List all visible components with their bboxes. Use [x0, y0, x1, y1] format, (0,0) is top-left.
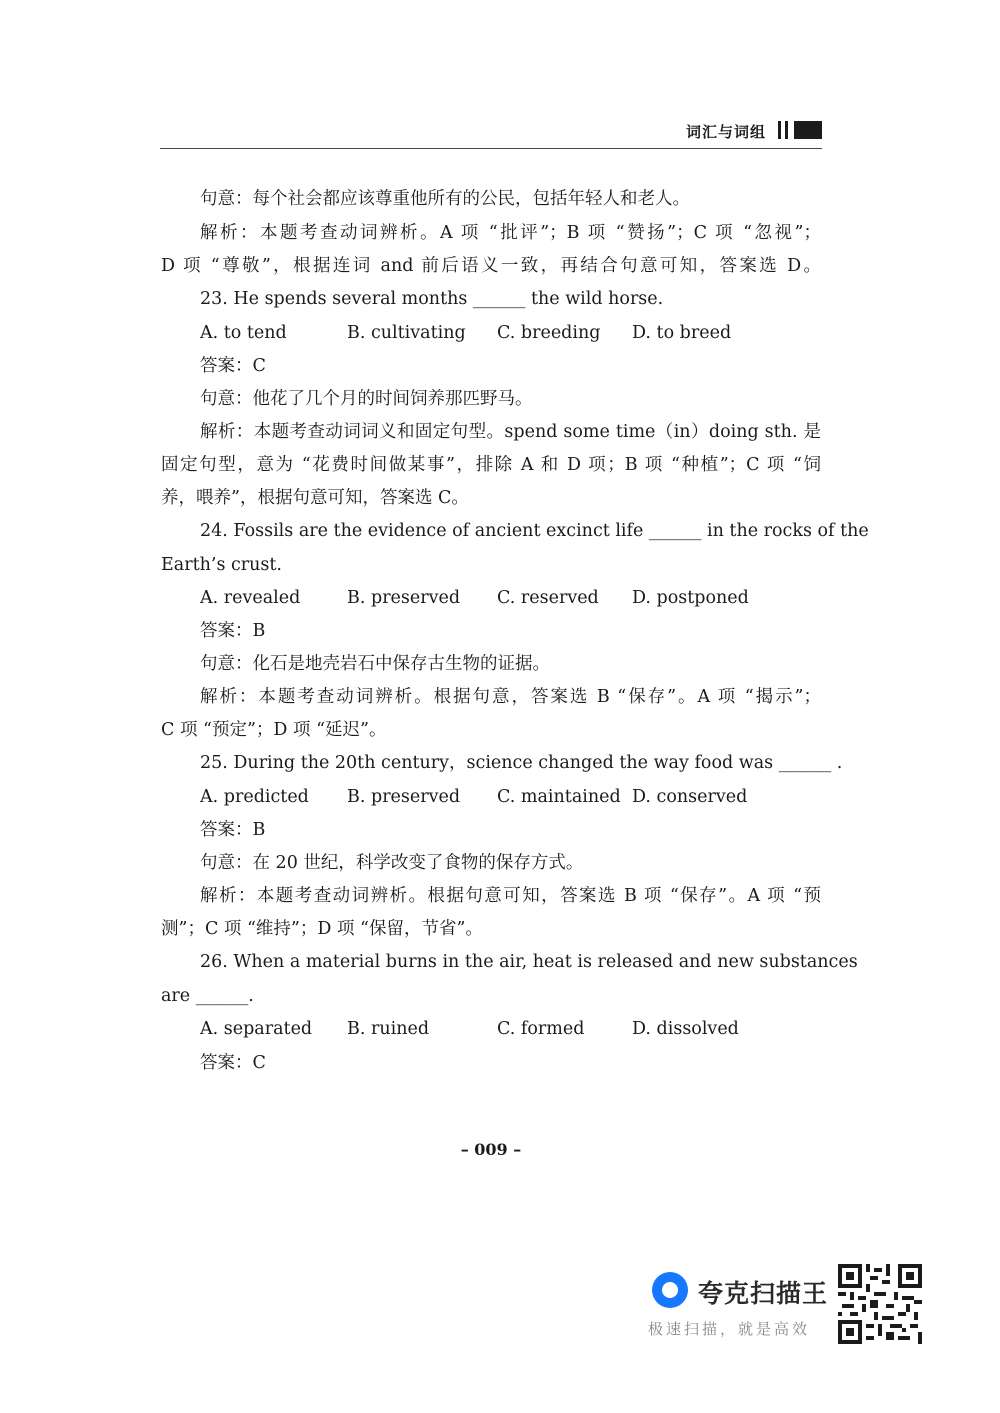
q24-option-d: D. postponed [632, 588, 749, 608]
q24-option-b: B. preserved [347, 588, 461, 608]
answer-24: 答案：B [200, 621, 266, 641]
q26-option-d: D. dissolved [632, 1019, 739, 1039]
text-line: 句意：在 20 世纪，科学改变了食物的保存方式。 [200, 853, 584, 873]
question-25: 25. During the 20th century，science changed the way food was ______ . [200, 753, 843, 773]
q26-option-c: C. formed [497, 1019, 585, 1039]
question-26: 26. When a material burns in the air, heat is released and new substances [200, 952, 858, 972]
text-line: D 项 “尊敬”，根据连词 and 前后语义一致，再结合句意可知，答案选 D。 [161, 256, 821, 276]
quark-logo-icon [652, 1272, 688, 1308]
answer-23: 答案：C [200, 356, 266, 376]
q24-option-a: A. revealed [200, 588, 301, 608]
text-line: 解析：本题考查动词辨析。根据句意，答案选 B “保存”。A 项 “揭示”； [200, 687, 821, 707]
q23-option-b: B. cultivating [347, 323, 466, 343]
text-line: 固定句型，意为 “花费时间做某事”，排除 A 和 D 项；B 项 “种植”；C 项 “饲 [161, 455, 821, 475]
text-line: Earth’s crust. [161, 555, 282, 575]
text-line: 句意：他花了几个月的时间饲养那匹野马。 [200, 389, 533, 409]
q23-option-c: C. breeding [497, 323, 601, 343]
text-line: are ______. [161, 986, 254, 1006]
question-23: 23. He spends several months ______ the wild horse. [200, 289, 664, 309]
q25-option-b: B. preserved [347, 787, 461, 807]
header-bars-decoration [778, 121, 822, 139]
q24-option-c: C. reserved [497, 588, 599, 608]
text-line: C 项 “预定”；D 项 “延迟”。 [161, 720, 387, 740]
q23-option-a: A. to tend [200, 323, 287, 343]
q25-option-c: C. maintained [497, 787, 621, 807]
q26-option-a: A. separated [200, 1019, 313, 1039]
watermark-title: 夸克扫描王 [698, 1279, 829, 1308]
qr-code-icon [838, 1264, 922, 1344]
header-title: 词汇与词组 [685, 123, 766, 141]
q25-option-a: A. predicted [200, 787, 309, 807]
page-number: – 009 – [460, 1140, 522, 1159]
q25-option-d: D. conserved [632, 787, 748, 807]
page-header [160, 118, 822, 149]
q26-option-b: B. ruined [347, 1019, 430, 1039]
answer-26: 答案：C [200, 1053, 266, 1073]
text-line: 测”；C 项 “维持”；D 项 “保留，节省”。 [161, 919, 483, 939]
text-line: 解析：本题考查动词词义和固定句型。spend some time（in）doing sth. 是 [200, 422, 821, 442]
text-line: 养，喂养”，根据句意可知，答案选 C。 [161, 488, 469, 508]
text-line: 解析：本题考查动词辨析。A 项 “批评”；B 项 “赞扬”；C 项 “忽视”； [200, 223, 821, 243]
text-line: 句意：每个社会都应该尊重他所有的公民，包括年轻人和老人。 [200, 189, 690, 209]
q23-option-d: D. to breed [632, 323, 732, 343]
text-line: 句意：化石是地壳岩石中保存古生物的证据。 [200, 654, 550, 674]
question-24: 24. Fossils are the evidence of ancient excinct life ______ in the rocks of the [200, 521, 869, 541]
watermark-subtitle: 极速扫描，就是高效 [648, 1320, 811, 1338]
answer-25: 答案：B [200, 820, 266, 840]
text-line: 解析：本题考查动词辨析。根据句意可知，答案选 B 项 “保存”。A 项 “预 [200, 886, 821, 906]
